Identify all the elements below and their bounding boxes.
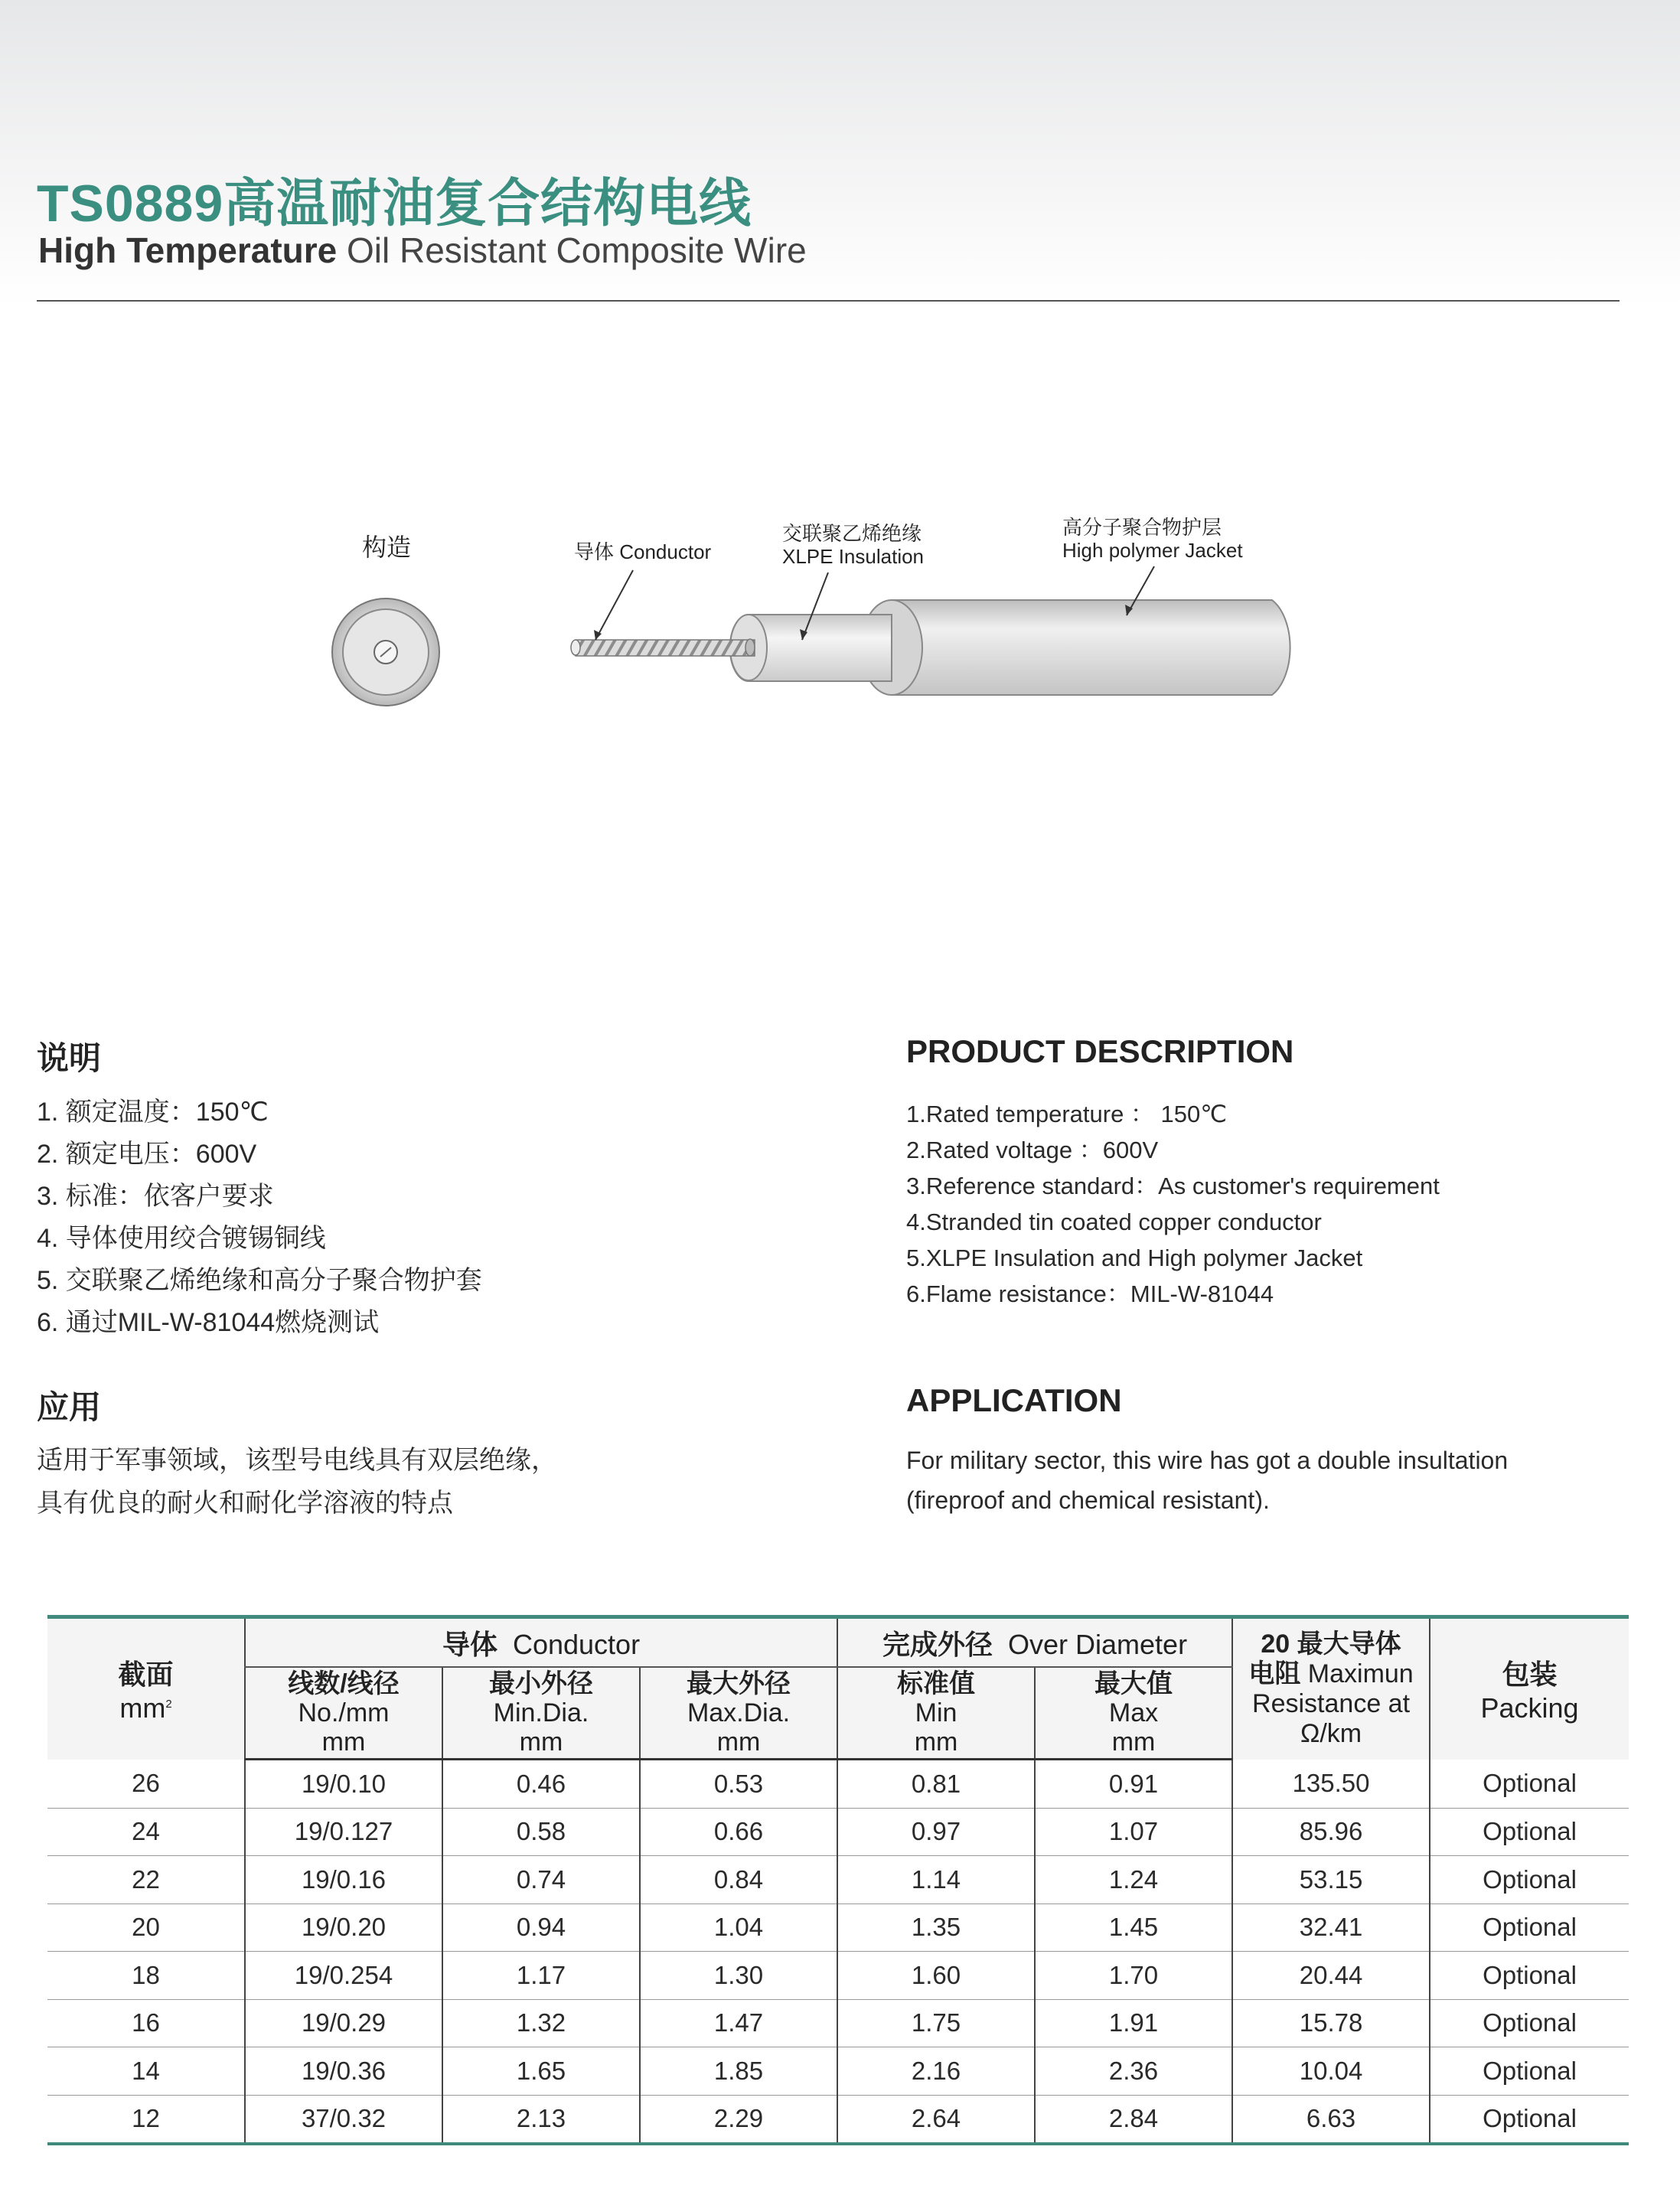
subheader-unit: mm	[1111, 1727, 1156, 1757]
conductor-icon	[571, 639, 755, 656]
header-resistance-en: Maximun	[1300, 1659, 1414, 1688]
application-text-en	[906, 1440, 1580, 1520]
header-packing-cn: 包装	[1502, 1659, 1558, 1691]
table-cell: 53.15	[1232, 1856, 1430, 1904]
table-cell: 1.75	[837, 1999, 1035, 2047]
table-cell: 1.32	[442, 1999, 640, 2047]
subheader-cn: 最大外径	[687, 1669, 791, 1698]
table-cell: 14	[47, 2047, 245, 2096]
cable-drawing	[0, 490, 1680, 719]
table-cell: 2.16	[837, 2047, 1035, 2096]
subtitle-rest: Oil Resistant Composite Wire	[337, 230, 807, 270]
page-title: TS0889高温耐油复合结构电线	[37, 175, 752, 233]
header-conductor	[245, 1617, 837, 1668]
subheader-strands	[245, 1667, 442, 1760]
table-cell: 32.41	[1232, 1904, 1430, 1952]
list-item: 5.XLPE Insulation and High polymer Jacket	[906, 1245, 1363, 1271]
subheader-cn: 最小外径	[489, 1669, 593, 1698]
subheader-unit: mm	[914, 1727, 958, 1757]
table-cell: 0.81	[837, 1760, 1035, 1809]
jacket-label-en: High polymer Jacket	[1062, 539, 1243, 562]
table-cell: 15.78	[1232, 1999, 1430, 2047]
description-list-cn	[37, 1091, 482, 1344]
cross-section-icon	[332, 599, 439, 706]
table-row	[47, 1760, 1629, 1809]
table-cell: 1.47	[640, 1999, 837, 2047]
header-section	[47, 1617, 245, 1760]
header-resistance-line4: Ω/km	[1300, 1718, 1362, 1748]
table-cell: 1.85	[640, 2047, 837, 2096]
table-cell: 26	[47, 1760, 245, 1809]
insulation-label-en: XLPE Insulation	[782, 545, 925, 568]
subheader-cn: 最大值	[1094, 1669, 1173, 1698]
subheader-en: No./mm	[298, 1698, 390, 1727]
table-cell: Optional	[1430, 1856, 1629, 1904]
subheader-od-max	[1035, 1667, 1232, 1760]
table-cell: Optional	[1430, 1760, 1629, 1809]
header-resistance	[1232, 1617, 1430, 1760]
table-cell: 19/0.20	[245, 1904, 442, 1952]
application-line: (fireproof and chemical resistant).	[906, 1486, 1270, 1514]
list-item: 1. 额定温度：150℃	[37, 1098, 269, 1127]
list-item: 5. 交联聚乙烯绝缘和高分子聚合物护套	[37, 1266, 482, 1295]
table-cell: 0.58	[442, 1808, 640, 1856]
subheader-max-dia	[640, 1667, 837, 1760]
table-cell: Optional	[1430, 2095, 1629, 2144]
table-row	[47, 2095, 1629, 2144]
jacket-icon	[861, 600, 1290, 695]
table-cell: 2.29	[640, 2095, 837, 2144]
application-heading-cn: 应用	[37, 1389, 102, 1425]
conductor-label: 导体 Conductor	[574, 540, 712, 563]
table-cell: Optional	[1430, 2047, 1629, 2096]
application-line: 具有优良的耐火和耐化学溶液的特点	[37, 1489, 453, 1518]
table-cell: 135.50	[1232, 1760, 1430, 1809]
table-cell: 12	[47, 2095, 245, 2144]
list-item: 6.Flame resistance：MIL-W-81044	[906, 1280, 1274, 1307]
description-heading-en: PRODUCT DESCRIPTION	[906, 1033, 1294, 1069]
header-section-unit	[47, 1692, 244, 1724]
table-cell: 19/0.10	[245, 1760, 442, 1809]
table-cell: 2.36	[1035, 2047, 1232, 2096]
table-cell: Optional	[1430, 1952, 1629, 2000]
header-conductor-cn: 导体	[442, 1628, 497, 1660]
table-cell: 20.44	[1232, 1952, 1430, 2000]
table-cell: 19/0.29	[245, 1999, 442, 2047]
table-cell: 18	[47, 1952, 245, 2000]
table-cell: 0.66	[640, 1808, 837, 1856]
header-divider	[37, 300, 1620, 302]
header-conductor-en: Conductor	[512, 1628, 641, 1660]
table-cell: 1.70	[1035, 1952, 1232, 2000]
table-cell: 0.84	[640, 1856, 837, 1904]
table-cell: 1.45	[1035, 1904, 1232, 1952]
table-cell: 85.96	[1232, 1808, 1430, 1856]
list-item: 4.Stranded tin coated copper conductor	[906, 1209, 1322, 1235]
subheader-unit: mm	[321, 1727, 366, 1757]
unit-sup: 2	[165, 1698, 172, 1711]
application-text-cn	[37, 1439, 840, 1525]
structure-diagram	[0, 490, 1680, 719]
list-item: 2. 额定电压：600V	[37, 1140, 257, 1169]
table-cell: 0.91	[1035, 1760, 1232, 1809]
table-cell: 0.46	[442, 1760, 640, 1809]
table-cell: 2.84	[1035, 2095, 1232, 2144]
table-cell: 1.14	[837, 1856, 1035, 1904]
list-item: 4. 导体使用绞合镀锡铜线	[37, 1224, 326, 1253]
insulation-label-cn: 交联聚乙烯绝缘	[782, 522, 922, 545]
table-cell: 1.07	[1035, 1808, 1232, 1856]
table-cell: 1.17	[442, 1952, 640, 2000]
table-cell: 6.63	[1232, 2095, 1430, 2144]
subheader-cn: 标准值	[897, 1669, 976, 1698]
list-item: 3. 标准：依客户要求	[37, 1182, 274, 1211]
table-cell: 1.24	[1035, 1856, 1232, 1904]
header-packing	[1430, 1617, 1629, 1760]
list-item: 1.Rated temperature ： 150℃	[906, 1101, 1228, 1127]
subheader-cn: 线数/线径	[288, 1669, 400, 1698]
subtitle-bold: High Temperature	[38, 230, 338, 270]
header-resistance-line1: 20 最大导体	[1261, 1629, 1401, 1659]
unit-text: mm	[119, 1692, 166, 1724]
table-cell: 1.35	[837, 1904, 1035, 1952]
table-cell: 2.13	[442, 2095, 640, 2144]
table-cell: Optional	[1430, 1999, 1629, 2047]
table-cell: 20	[47, 1904, 245, 1952]
table-row	[47, 2047, 1629, 2096]
table-cell: 0.97	[837, 1808, 1035, 1856]
table-cell: 19/0.127	[245, 1808, 442, 1856]
jacket-label-cn: 高分子聚合物护层	[1062, 516, 1222, 539]
table-cell: 1.30	[640, 1952, 837, 2000]
table-cell: 1.04	[640, 1904, 837, 1952]
table-cell: 24	[47, 1808, 245, 1856]
application-heading-en: APPLICATION	[906, 1382, 1122, 1418]
table-cell: 1.91	[1035, 1999, 1232, 2047]
list-item: 2.Rated voltage ：600V	[906, 1137, 1159, 1163]
table-cell: 0.74	[442, 1856, 640, 1904]
application-line: For military sector, this wire has got a double insultation	[906, 1447, 1509, 1474]
table-cell: 22	[47, 1856, 245, 1904]
table-cell: Optional	[1430, 1904, 1629, 1952]
table-cell: Optional	[1430, 1808, 1629, 1856]
header-resistance-line2	[1233, 1659, 1429, 1689]
table-row	[47, 1856, 1629, 1904]
header-resistance-line3: Resistance at	[1252, 1688, 1411, 1718]
header-diameter-cn: 完成外径	[882, 1628, 993, 1660]
table-cell: 19/0.16	[245, 1856, 442, 1904]
header-diameter	[837, 1617, 1232, 1668]
table-row	[47, 1808, 1629, 1856]
subheader-od-min	[837, 1667, 1035, 1760]
subheader-unit: mm	[519, 1727, 563, 1757]
table-cell: 10.04	[1232, 2047, 1430, 2096]
header-resistance-cn: 电阻	[1248, 1659, 1301, 1688]
table-cell: 2.64	[837, 2095, 1035, 2144]
structure-label: 构造	[362, 533, 412, 561]
table-cell: 1.65	[442, 2047, 640, 2096]
table-row	[47, 1999, 1629, 2047]
subheader-en: Min	[915, 1698, 957, 1727]
subheader-unit: mm	[716, 1727, 761, 1757]
table-cell: 19/0.36	[245, 2047, 442, 2096]
table-row	[47, 1904, 1629, 1952]
table-cell: 0.53	[640, 1760, 837, 1809]
table-cell: 19/0.254	[245, 1952, 442, 2000]
table-cell: 0.94	[442, 1904, 640, 1952]
page-subtitle	[38, 230, 807, 271]
subheader-en: Max	[1108, 1698, 1159, 1727]
list-item: 3.Reference standard：As customer's requirement	[906, 1173, 1440, 1199]
subheader-min-dia	[442, 1667, 640, 1760]
table-cell: 37/0.32	[245, 2095, 442, 2144]
subheader-en: Min.Dia.	[493, 1698, 589, 1727]
table-cell: 16	[47, 1999, 245, 2047]
description-heading-cn: 说明	[37, 1040, 102, 1076]
header-packing-en: Packing	[1480, 1692, 1579, 1724]
list-item: 6. 通过MIL-W-81044燃烧测试	[37, 1308, 380, 1337]
spec-table	[47, 1615, 1629, 2145]
table-cell: 1.60	[837, 1952, 1035, 2000]
table-row	[47, 1952, 1629, 2000]
application-line: 适用于军事领域，该型号电线具有双层绝缘，	[37, 1446, 557, 1475]
header-section-cn: 截面	[118, 1659, 174, 1691]
header-diameter-en: Over Diameter	[1008, 1628, 1188, 1660]
description-list-en	[906, 1096, 1440, 1312]
subheader-en: Max.Dia.	[687, 1698, 791, 1727]
